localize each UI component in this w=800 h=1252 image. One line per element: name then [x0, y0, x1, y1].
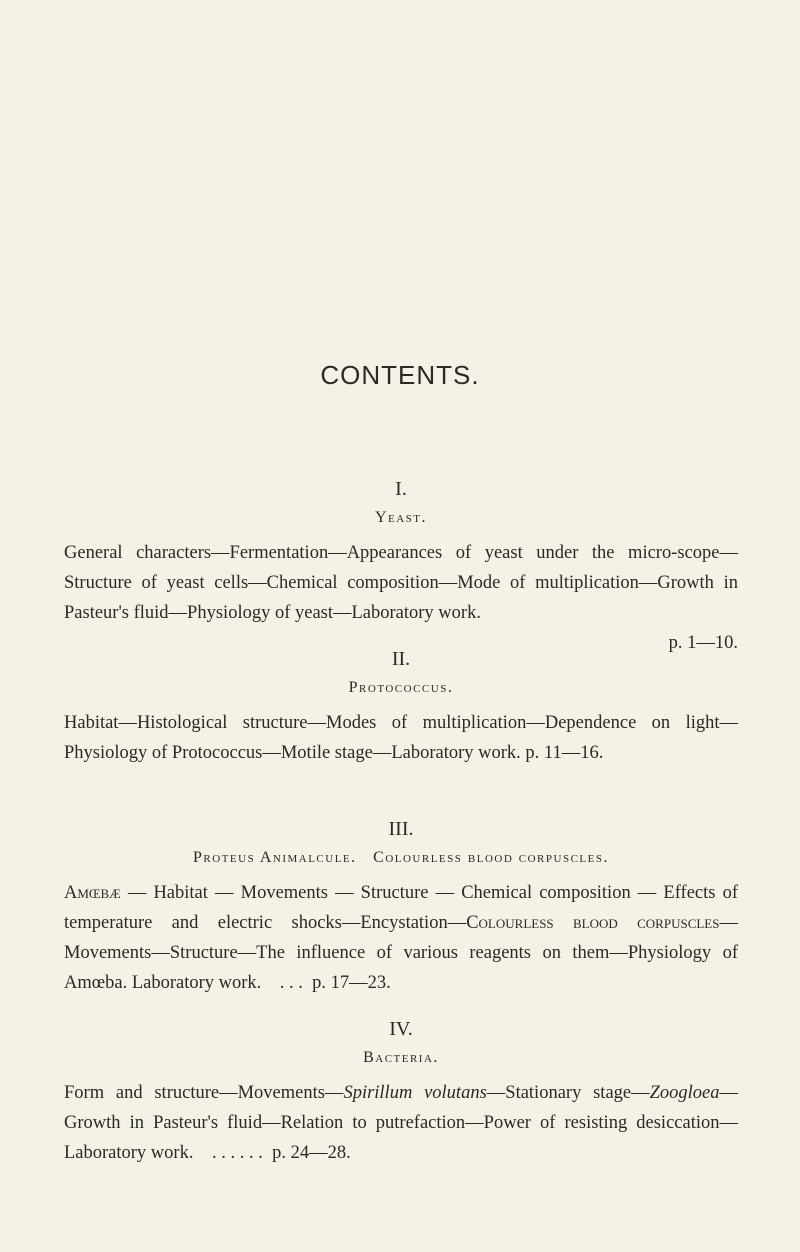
section-title-part-a: Proteus Animalcule.	[193, 849, 357, 866]
section-summary: General characters—Fermentation—Appearances of yeast under the micro-scope—Structure of yeast cells—Chemical composition—Mode of multiplication—Growth in Pasteur's fluid—Physiology of yeast—Laboratory work.	[64, 543, 738, 623]
section-pages: p. 24—28.	[272, 1143, 351, 1163]
contents-section-4	[64, 1016, 738, 1168]
section-title	[64, 846, 738, 870]
section-numeral: II.	[391, 648, 411, 670]
contents-section-2	[64, 646, 738, 768]
leader-dots: . . . . . .	[211, 1143, 263, 1163]
section-title: Yeast.	[374, 509, 428, 526]
section-numeral: III.	[388, 818, 414, 840]
section-title: Protococcus.	[348, 679, 454, 696]
section-title: Bacteria.	[363, 1049, 439, 1066]
page-title: CONTENTS.	[320, 360, 480, 390]
section-summary: Form and structure—Movements—Spirillum volutans—Stationary stage—Zoogloea—Growth in Pasteur's fluid—Relation to putrefaction—Power of resisting desiccation—Laboratory work. . . . . . . p. 24—28.	[64, 1083, 739, 1163]
contents-section-3	[64, 816, 738, 998]
contents-section-1	[64, 476, 738, 658]
section-pages: p. 17—23.	[312, 973, 391, 993]
section-summary: Amœbæ — Habitat — Movements — Structure — Chemical composition — Effects of temperature and electric shocks—Encystation—Colourless blood corpuscles—Movements—Structure—The influence of various reagents on them—Physiology of Amœba. Laboratory work. . . . p. 17—23.	[64, 883, 738, 993]
section-pages: p. 1—10.	[668, 633, 738, 653]
leader-dots: . . .	[279, 973, 303, 993]
section-summary: Habitat—Histological structure—Modes of multiplication—Dependence on light—Physiology of Protococcus—Motile stage—Laboratory work. p. 11—16.	[64, 713, 738, 763]
section-numeral: I.	[395, 478, 407, 500]
section-numeral: IV.	[389, 1018, 413, 1040]
section-title-part-b: Colourless blood corpuscles.	[373, 849, 609, 866]
section-pages: p. 11—16.	[525, 743, 604, 763]
